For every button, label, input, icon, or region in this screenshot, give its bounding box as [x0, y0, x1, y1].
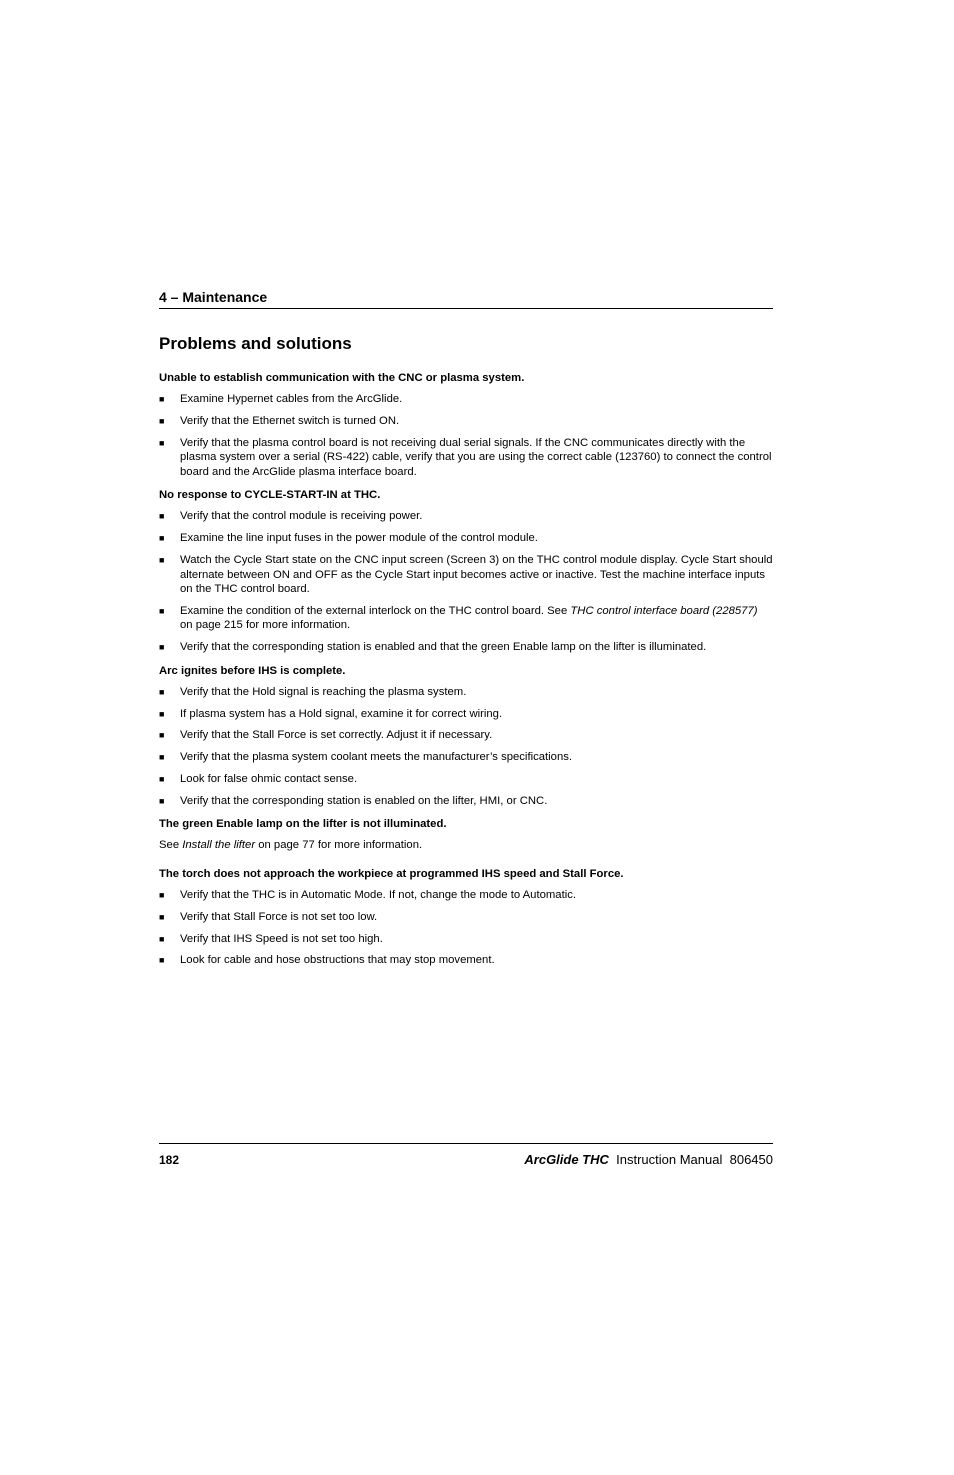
square-bullet-icon: ■ — [159, 933, 165, 944]
list-item: ■ Verify that the plasma system coolant meets the manufacturer’s specifications. — [159, 751, 573, 764]
square-bullet-icon: ■ — [159, 605, 165, 616]
square-bullet-icon: ■ — [159, 437, 165, 448]
paragraph: See Install the lifter on page 77 for more information. — [159, 839, 423, 852]
cross-reference-link[interactable]: THC control interface board (228577) — [570, 604, 758, 617]
list-item: ■ Examine the line input fuses in the power module of the control module. — [159, 532, 538, 545]
list-item: ■ Verify that Stall Force is not set too low. — [159, 910, 378, 923]
page-number: 182 — [159, 1153, 180, 1167]
list-item: ■ Examine the condition of the external interlock on the THC control board. See THC control interface board (228577) on page 215 for more information. — [159, 604, 758, 632]
problem-heading: The green Enable lamp on the lifter is not illuminated. — [159, 818, 447, 831]
list-item: ■ Verify that the corresponding station is enabled on the lifter, HMI, or CNC. — [159, 794, 548, 807]
doc-number: 806450 — [729, 1152, 773, 1167]
square-bullet-icon: ■ — [159, 708, 165, 719]
square-bullet-icon: ■ — [159, 889, 165, 900]
footer-doc-info — [524, 1152, 773, 1167]
square-bullet-icon: ■ — [159, 795, 165, 806]
solution-list — [159, 685, 773, 809]
solution-list — [159, 392, 773, 479]
list-item: ■ Verify that the Hold signal is reaching the plasma system. — [159, 685, 467, 698]
square-bullet-icon: ■ — [159, 773, 165, 784]
doc-type: Instruction Manual — [616, 1152, 723, 1167]
list-item: ■ Look for cable and hose obstructions that may stop movement. — [159, 954, 495, 967]
list-item: ■ Verify that the control module is receiving power. — [159, 510, 423, 523]
square-bullet-icon: ■ — [159, 911, 165, 922]
list-item: ■ Watch the Cycle Start state on the CNC input screen (Screen 3) on the THC control module display. Cycle Start should alternate between ON and OFF as the Cycle Start input becomes active or inactive. Test the machine interface inputs on the THC control board. — [159, 553, 773, 596]
square-bullet-icon: ■ — [159, 642, 165, 653]
product-name: ArcGlide THC — [524, 1152, 609, 1167]
problem-heading: The torch does not approach the workpiece at programmed IHS speed and Stall Force. — [159, 867, 624, 880]
square-bullet-icon: ■ — [159, 730, 165, 741]
list-item: ■ Verify that the Ethernet switch is turned ON. — [159, 414, 400, 427]
list-item: ■ Verify that the corresponding station is enabled and that the green Enable lamp on the lifter is illuminated. — [159, 641, 707, 654]
list-item: ■ Look for false ohmic contact sense. — [159, 772, 358, 785]
solution-list — [159, 509, 773, 655]
list-item: ■ Verify that IHS Speed is not set too high. — [159, 932, 383, 945]
square-bullet-icon: ■ — [159, 686, 165, 697]
list-item: ■ Examine Hypernet cables from the ArcGlide. — [159, 393, 403, 405]
problem-heading: No response to CYCLE-START-IN at THC. — [159, 489, 381, 502]
list-item: ■ Verify that the THC is in Automatic Mode. If not, change the mode to Automatic. — [159, 888, 577, 901]
square-bullet-icon: ■ — [159, 415, 165, 426]
square-bullet-icon: ■ — [159, 554, 165, 565]
list-item: ■ If plasma system has a Hold signal, examine it for correct wiring. — [159, 707, 503, 720]
square-bullet-icon: ■ — [159, 511, 165, 522]
footer-divider — [159, 1143, 773, 1144]
chapter-header: 4 – Maintenance — [159, 288, 773, 309]
page-title: Problems and solutions — [159, 334, 352, 353]
square-bullet-icon: ■ — [159, 752, 165, 763]
content — [159, 371, 773, 977]
cross-reference-link[interactable]: Install the lifter — [182, 839, 256, 852]
list-item: ■ Verify that the plasma control board is not receiving dual serial signals. If the CNC communicates directly with the plasma system over a serial (RS-422) cable, verify that you are using the correct cable (123760) to connect the control board and the ArcGlide plasma interface board. — [159, 436, 772, 478]
square-bullet-icon: ■ — [159, 394, 165, 404]
problem-heading: Arc ignites before IHS is complete. — [159, 664, 346, 677]
problem-heading: Unable to establish communication with the CNC or plasma system. — [159, 372, 525, 384]
square-bullet-icon: ■ — [159, 955, 165, 966]
list-item: ■ Verify that the Stall Force is set correctly. Adjust it if necessary. — [159, 729, 493, 742]
solution-list — [159, 888, 773, 968]
square-bullet-icon: ■ — [159, 533, 165, 544]
